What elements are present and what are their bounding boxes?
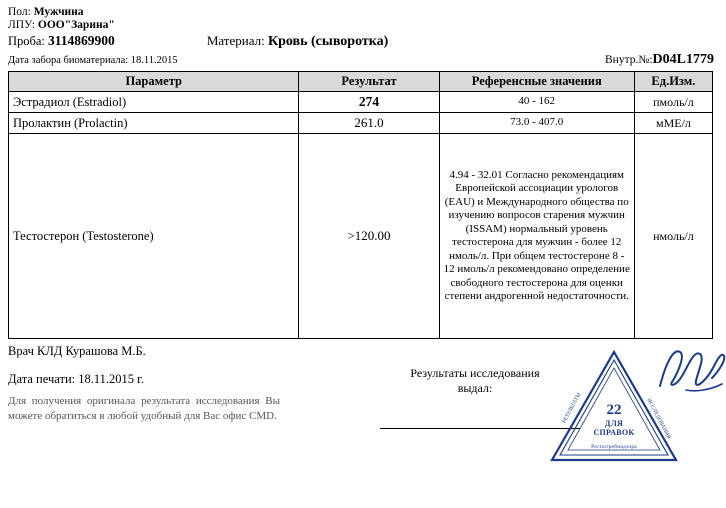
column-header-reference: Референсные значения	[439, 72, 634, 92]
zabor-value: 18.11.2015	[130, 55, 178, 66]
row-unit: пмоль/л	[634, 92, 712, 113]
column-header-parameter: Параметр	[9, 72, 299, 92]
stamp-bottom-text: Роспотребнадзора	[591, 444, 637, 450]
stamp-side-right-text: ИССЛЕДОВАНИЯ	[645, 397, 672, 441]
vnutr-value: D04L1779	[652, 52, 714, 67]
doctor-name: Врач КЛД Курашова М.Б.	[8, 344, 146, 358]
column-header-result: Результат	[299, 72, 439, 92]
sex-label: Пол:	[8, 6, 31, 18]
zabor-label: Дата забора биоматериала:	[8, 55, 129, 66]
zabor-vnutr-row	[8, 52, 714, 68]
issued-by-block	[380, 366, 570, 396]
material-block	[207, 33, 388, 50]
signature-icon	[656, 342, 726, 398]
issued-line-2: выдал:	[457, 381, 493, 395]
proba-block	[8, 33, 115, 49]
lpu-line	[8, 19, 714, 32]
row-result: 274	[299, 92, 439, 113]
disclaimer-text: Для получения оригинала результата исследования Вы можете обратиться в любой удобный для Вас офис CMD.	[8, 395, 280, 422]
material-value: Кровь (сыворотка)	[267, 34, 389, 49]
handwritten-signature	[656, 342, 726, 398]
table-row	[9, 134, 713, 339]
row-unit: нмоль/л	[634, 134, 712, 339]
issued-line-1: Результаты исследования	[410, 366, 540, 380]
vnutr-block	[605, 52, 714, 68]
row-parameter: Тестостерон (Testosterone)	[9, 134, 299, 339]
material-label: Материал:	[206, 33, 265, 48]
stamp-number: 22	[606, 402, 622, 418]
results-table	[8, 71, 713, 339]
row-parameter: Пролактин (Prolactin)	[9, 113, 299, 134]
row-result: 261.0	[299, 113, 439, 134]
row-reference: 40 - 162	[439, 92, 634, 113]
stamp-label-line2: СПРАВОК	[593, 428, 635, 437]
sex-line	[8, 6, 714, 19]
table-row	[9, 92, 713, 113]
lpu-value: ООО"Зарина"	[37, 19, 115, 31]
table-row	[9, 113, 713, 134]
vnutr-label: Внутр.№:	[605, 54, 653, 66]
row-result: >120.00	[299, 134, 439, 339]
lpu-label: ЛПУ:	[8, 19, 36, 31]
table-header-row	[9, 72, 713, 92]
row-unit: мМЕ/л	[634, 113, 712, 134]
proba-value: 3114869900	[48, 33, 115, 48]
row-parameter: Эстрадиол (Estradiol)	[9, 92, 299, 113]
proba-label: Проба:	[8, 34, 45, 48]
row-reference: 73.0 - 407.0	[439, 113, 634, 134]
proba-material-row	[8, 33, 714, 50]
print-date: Дата печати: 18.11.2015 г.	[8, 372, 144, 386]
zabor-block	[8, 55, 178, 66]
document-footer	[8, 344, 714, 484]
stamp-side-left-text: РЕЗУЛЬТАТЫ	[561, 391, 583, 425]
sex-value: Мужчина	[33, 6, 84, 18]
row-reference: 4.94 - 32.01 Согласно рекомендациям Европейской ассоциации урологов (ЕАU) и Международного общества по изучению вопросов старения мужчин (ISSAM) нормальный уровень тестостерона для мужчин - более 12 нмоль/л. При общем тестостероне 8 - 12 нмоль/л рекомендовано определение свободного тестостерона для оценки степени андрогенной недостаточности.	[439, 134, 634, 339]
stamp-label-line1: ДЛЯ	[604, 419, 624, 428]
column-header-unit: Ед.Изм.	[634, 72, 712, 92]
